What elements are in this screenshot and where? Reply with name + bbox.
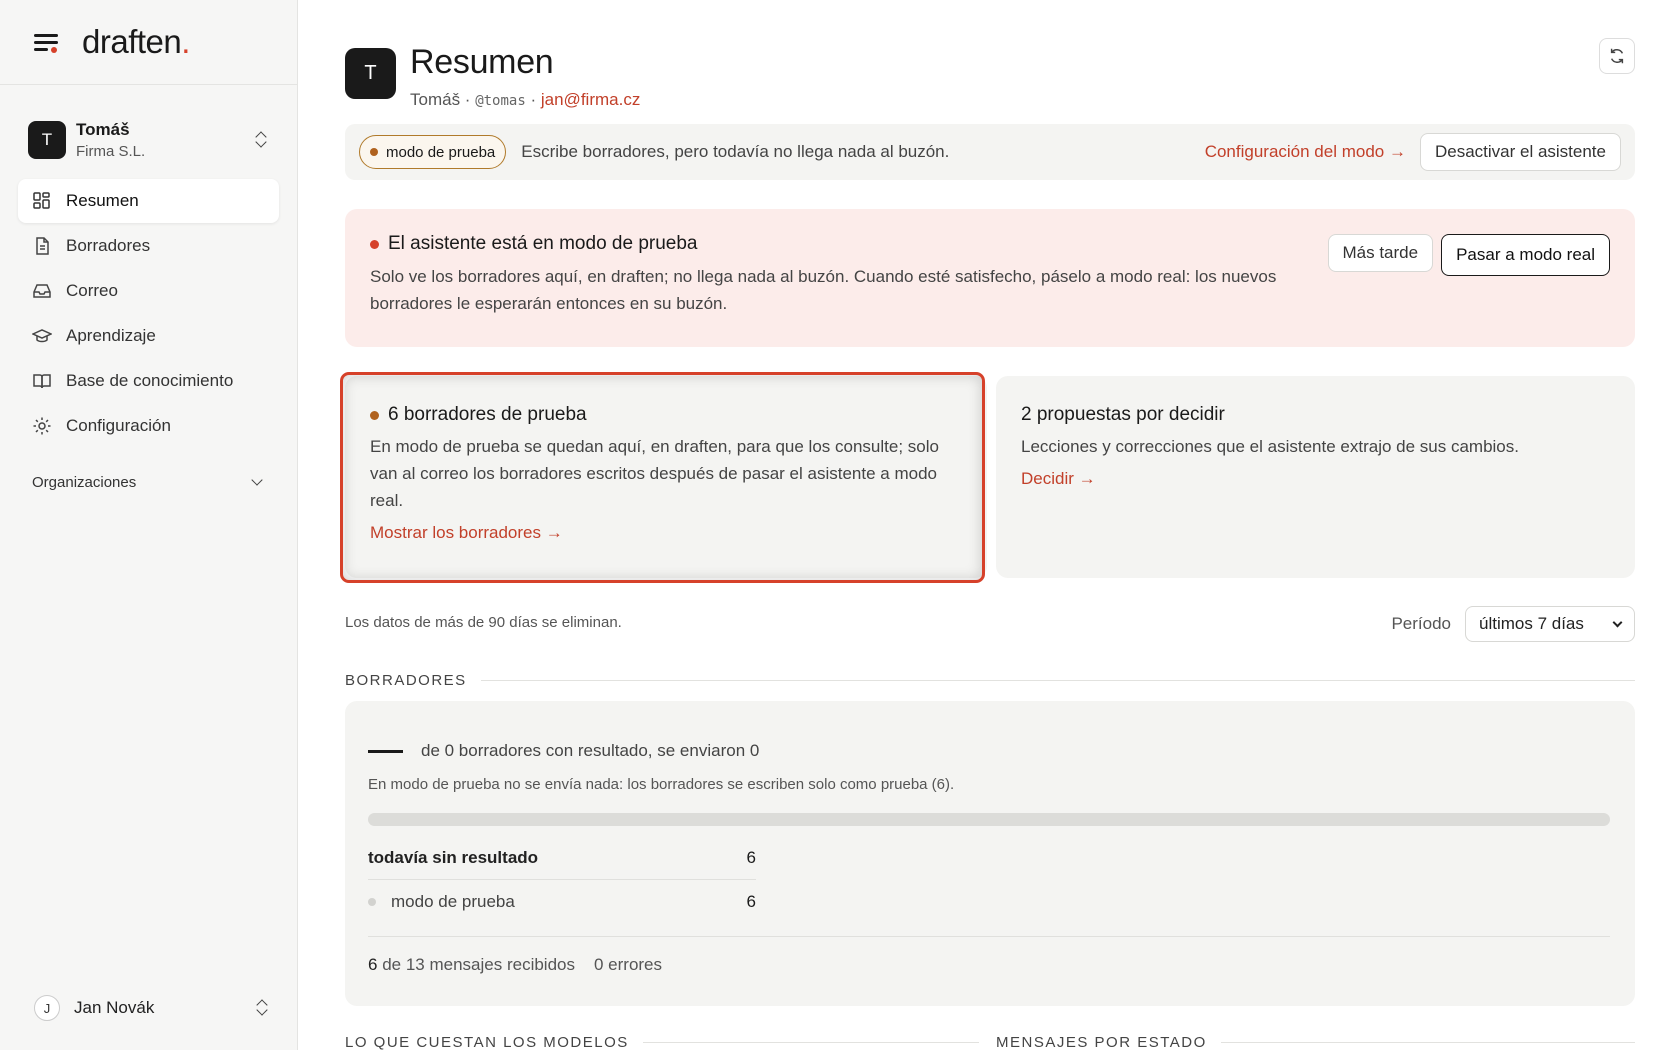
user-switcher[interactable] [0, 988, 298, 1028]
menu-icon[interactable] [32, 31, 60, 53]
stats-footer [368, 955, 1612, 975]
sidebar-item-label: Aprendizaje [66, 326, 156, 345]
org-avatar: T [28, 121, 66, 159]
organizations-toggle[interactable] [18, 466, 279, 498]
chevron-updown-icon [256, 998, 270, 1018]
dashboard-icon [32, 191, 52, 211]
dash-indicator [368, 750, 403, 753]
org-switcher[interactable] [0, 115, 297, 165]
received-count: 6 de 13 mensajes recibidos [368, 955, 575, 974]
brand-bar [0, 0, 297, 85]
sidebar-item-aprendizaje[interactable] [18, 314, 279, 358]
card-body: En modo de prueba se quedan aquí, en draften, para que los consulte; solo van al correo los borradores escritos después de pasar el asistente a modo real. [370, 437, 939, 510]
alert-title: El asistente está en modo de prueba [370, 233, 1610, 255]
org-name: Tomáš [76, 120, 130, 139]
organizations-label: Organizaciones [32, 473, 137, 491]
separator: · [525, 90, 541, 109]
period-label: Período [1391, 614, 1451, 633]
show-drafts-link[interactable]: Mostrar los borradores → [370, 523, 563, 542]
period-filter [1391, 606, 1635, 642]
account-email-link[interactable]: jan@firma.cz [540, 90, 641, 109]
error-count: 0 errores [593, 955, 663, 974]
sent-progress-bar [368, 813, 1610, 826]
chevron-down-icon [1613, 617, 1623, 627]
sidebar-item-label: Configuración [66, 416, 171, 435]
sidebar-item-base-de-conocimiento[interactable] [18, 359, 279, 403]
stat-row: modo de prueba 6 [368, 880, 756, 924]
sidebar-item-borradores[interactable] [18, 224, 279, 268]
drafts-note: En modo de prueba no se envía nada: los borradores se escriben solo como prueba (6). [368, 776, 955, 793]
sidebar [0, 0, 298, 1050]
go-live-button[interactable]: Pasar a modo real [1441, 234, 1610, 276]
document-icon [32, 236, 52, 256]
sidebar-item-label: Base de conocimiento [66, 371, 234, 390]
mode-badge: modo de prueba [359, 135, 506, 169]
separator: · [460, 90, 476, 109]
sidebar-item-label: Correo [66, 281, 118, 300]
refresh-button[interactable] [1599, 38, 1635, 74]
sidebar-item-resumen[interactable] [18, 179, 279, 223]
sidebar-nav [0, 179, 297, 448]
account-handle: @tomas [475, 93, 526, 109]
mode-bar [345, 124, 1635, 180]
proposals-card [996, 376, 1635, 578]
refresh-icon [1608, 47, 1626, 65]
model-costs-section-header: LO QUE CUESTAN LOS MODELOS [345, 1034, 979, 1050]
graduation-cap-icon [32, 326, 52, 346]
drafts-stats-panel [345, 701, 1635, 1006]
sidebar-item-configuracion[interactable] [18, 404, 279, 448]
drafts-section-header [345, 672, 1635, 689]
alert-body: Solo ve los borradores aquí, en draften; no llega nada al buzón. Cuando esté satisfecho, páselo a modo real: los nuevos borradores le esperarán entonces en su buzón. [370, 267, 1277, 313]
stat-row: todavía sin resultado 6 [368, 836, 756, 880]
test-mode-alert [345, 209, 1635, 347]
gear-icon [32, 416, 52, 436]
mode-description: Escribe borradores, pero todavía no llega nada al buzón. [521, 142, 950, 161]
deactivate-assistant-button[interactable]: Desactivar el asistente [1420, 133, 1621, 171]
account-info [410, 90, 640, 110]
page-title: Resumen [410, 43, 554, 81]
later-button[interactable]: Más tarde [1328, 234, 1434, 272]
chevron-down-icon [251, 474, 262, 485]
user-avatar: J [34, 995, 60, 1021]
retention-note: Los datos de más de 90 días se eliminan. [345, 614, 622, 631]
card-title: 6 borradores de prueba [370, 404, 962, 426]
inbox-icon [32, 281, 52, 301]
user-name: Jan Novák [74, 998, 155, 1017]
org-company: Firma S.L. [76, 143, 146, 160]
section-label: BORRADORES [345, 672, 467, 689]
mode-settings-link[interactable]: Configuración del modo → [1204, 142, 1406, 161]
page-header [345, 44, 640, 110]
sidebar-item-label: Borradores [66, 236, 151, 255]
main-content [345, 0, 1635, 1050]
status-dot [368, 898, 376, 906]
sidebar-item-correo[interactable] [18, 269, 279, 313]
account-avatar: T [345, 48, 396, 99]
brand-logo[interactable]: draften. [82, 23, 190, 60]
decide-link[interactable]: Decidir → [1021, 469, 1096, 488]
test-drafts-card [345, 376, 987, 578]
card-title: 2 propuestas por decidir [1021, 404, 1225, 425]
messages-by-status-section-header: MENSAJES POR ESTADO [996, 1034, 1635, 1050]
drafts-summary: de 0 borradores con resultado, se enviaron 0 [421, 741, 760, 760]
sidebar-item-label: Resumen [66, 191, 139, 210]
chevron-updown-icon [255, 130, 269, 150]
period-select[interactable]: últimos 7 días [1465, 606, 1635, 642]
book-icon [32, 371, 52, 391]
card-body: Lecciones y correcciones que el asistente extrajo de sus cambios. [1021, 437, 1519, 456]
account-name: Tomáš [410, 90, 461, 109]
